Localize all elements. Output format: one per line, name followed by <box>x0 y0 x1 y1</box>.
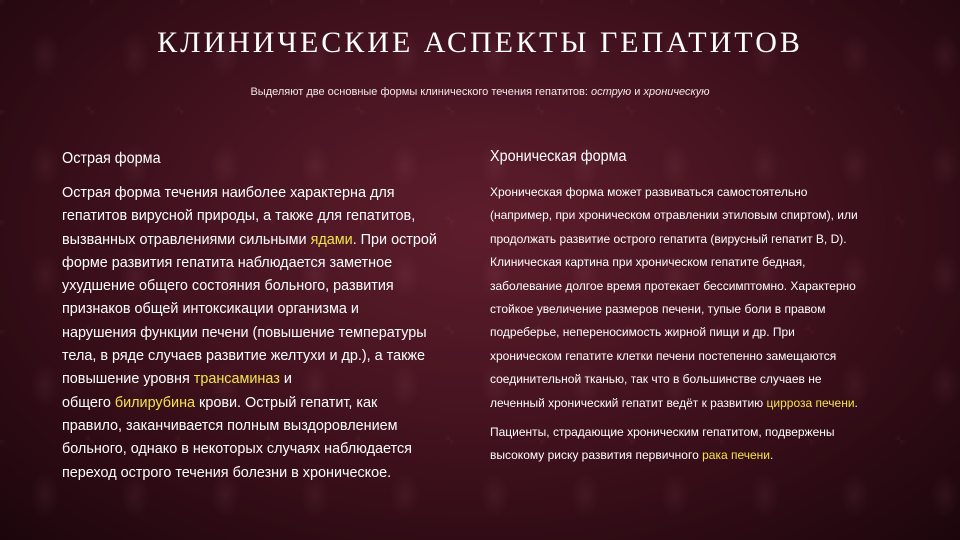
chronic-line <box>490 447 910 470</box>
chronic-text <box>490 184 910 471</box>
acute-line <box>62 229 480 252</box>
chronic-line: (например, при хроническом отравлении этиловым спиртом), или <box>490 208 858 223</box>
subtitle-chronic: хроническую <box>643 86 710 98</box>
acute-line: ухудшение общего состояния больного, развития <box>62 278 394 295</box>
acute-line-text: и <box>279 371 292 388</box>
acute-line: правило, заканчивается полным выздоровлением <box>62 417 398 434</box>
chronic-line: Клиническая картина при хроническом гепатите бедная, <box>490 255 806 270</box>
subtitle-acute: острую <box>591 86 632 98</box>
acute-line: тела, в ряде случаев развитие желтухи и др.), а также <box>62 348 426 365</box>
chronic-line: хроническом гепатите клетки печени постепенно замещаются <box>490 348 837 363</box>
chronic-line-text: высокому риску развития первичного <box>490 448 703 463</box>
highlight-transaminases: трансаминаз <box>193 371 280 388</box>
acute-heading: Острая форма <box>62 150 161 167</box>
acute-line-text: общего <box>62 394 115 411</box>
chronic-line: продолжать развитие острого гепатита (вирусный гепатит B, D). <box>490 231 847 246</box>
acute-line-text: крови. Острый гепатит, как <box>195 394 378 411</box>
slide-title: КЛИНИЧЕСКИЕ АСПЕКТЫ ГЕПАТИТОВ <box>157 26 803 59</box>
acute-line: форме развития гепатита наблюдается заметное <box>62 254 393 271</box>
chronic-line: подреберье, непереносимость жирной пищи и др. При <box>490 325 795 340</box>
acute-line: переход острого течения болезни в хроническое. <box>62 464 392 481</box>
chronic-line: соединительной тканью, так что в большинстве случаев не <box>490 372 822 387</box>
chronic-line-text: леченный хронический гепатит ведёт к развитию <box>490 395 767 410</box>
highlight-poisons: ядами <box>310 231 353 248</box>
chronic-line-text: . <box>770 448 774 463</box>
acute-line-text: . При острой <box>352 231 437 248</box>
chronic-line-text: . <box>854 395 858 410</box>
chronic-line: Пациенты, страдающие хроническим гепатитом, подвержены <box>490 424 835 439</box>
acute-line <box>62 392 480 415</box>
chronic-line: Хроническая форма может развиваться самостоятельно <box>490 185 808 199</box>
acute-line-text: вызванных отравлениями сильными <box>62 231 311 248</box>
subtitle-prefix: Выделяют две основные формы клинического течения гепатитов: <box>250 86 591 98</box>
acute-line <box>62 368 480 391</box>
acute-line: больного, однако в некоторых случаях наблюдается <box>62 441 412 458</box>
acute-line: нарушения функции печени (повышение температуры <box>62 324 427 341</box>
subtitle-and: и <box>631 86 644 98</box>
chronic-heading: Хроническая форма <box>490 148 627 165</box>
highlight-cirrhosis: цирроза печени <box>766 395 855 410</box>
acute-text <box>62 182 480 485</box>
acute-line: признаков общей интоксикации организма и <box>62 301 359 318</box>
highlight-liver-cancer: рака печени <box>702 448 771 463</box>
acute-line-text: повышение уровня <box>62 371 194 388</box>
chronic-line: заболевание долгое время протекает бессимптомно. Характерно <box>490 278 856 293</box>
chronic-line <box>490 395 910 418</box>
chronic-line: стойкое увеличение размеров печени, тупые боли в правом <box>490 301 826 316</box>
acute-line: Острая форма течения наиболее характерна для <box>62 185 395 201</box>
highlight-bilirubin: билирубина <box>114 394 196 411</box>
slide-subtitle <box>0 86 960 98</box>
acute-line: гепатитов вирусной природы, а также для гепатитов, <box>62 208 416 225</box>
